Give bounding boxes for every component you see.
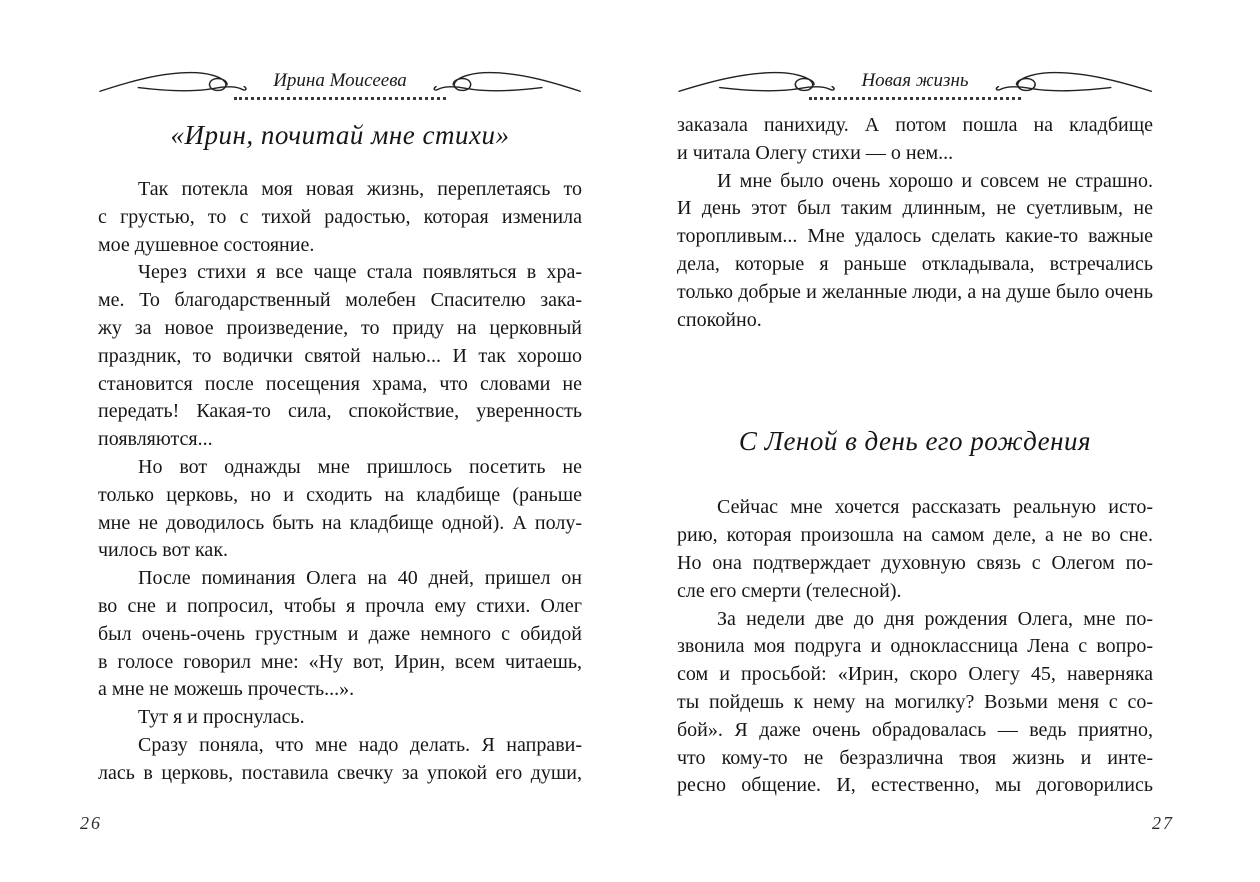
text-line: И день этот был таким длинным, не суетливым, не: [677, 197, 1153, 220]
text-line: появляются...: [98, 428, 213, 451]
book-page-right: [677, 66, 1153, 800]
text-line: что кому-то не безразлична твоя жизнь и инте-: [677, 746, 1153, 769]
running-header-left: [98, 66, 582, 96]
text-line: лась в церковь, поставила свечку за упокой его души,: [98, 761, 582, 784]
text-line: бой». Я даже очень обрадовалась — ведь приятно,: [677, 718, 1153, 741]
flourish-ornament-icon: [677, 67, 837, 95]
body-text-right-bottom: [677, 494, 1153, 800]
running-header-title: Ирина Моисеева: [273, 70, 407, 91]
body-text-left: [98, 176, 582, 788]
text-line: становится после посещения храма, что словами не: [98, 372, 582, 395]
text-line: звонила моя подруга и одноклассница Лена с вопро-: [677, 635, 1153, 658]
text-line: был очень-очень грустным и даже немного с обидой: [98, 622, 582, 645]
text-line: заказала панихиду. А потом пошла на кладбище: [677, 114, 1153, 136]
text-line: с грустью, то с тихой радостью, которая изменила: [98, 205, 582, 228]
dotted-divider: [809, 97, 1021, 100]
running-header-title: Новая жизнь: [861, 70, 969, 91]
dotted-divider: [234, 97, 446, 100]
text-line: мне не доводилось быть на кладбище одной). А полу-: [98, 511, 582, 534]
body-text-right-top: [677, 112, 1153, 334]
text-line: чилось вот как.: [98, 539, 229, 562]
text-line: дела, которые я раньше откладывала, встречались: [677, 252, 1153, 275]
text-line: спокойно.: [677, 308, 762, 331]
text-line: мое душевное состояние.: [98, 233, 315, 256]
text-line: Но она подтверждает духовную связь с Олегом по-: [677, 551, 1153, 574]
text-line: Через стихи я все чаще стала появляться в хра-: [138, 261, 582, 284]
flourish-ornament-icon: [993, 67, 1153, 95]
text-line: во сне и попросил, чтобы я прочла ему стихи. Олег: [98, 594, 582, 617]
book-page-left: [98, 66, 582, 788]
text-line: И мне было очень хорошо и совсем не страшно.: [717, 169, 1153, 192]
text-line: жу за новое произведение, то приду на церковный: [98, 316, 582, 339]
text-line: За недели две до дня рождения Олега, мне по-: [717, 607, 1153, 630]
text-line: торопливым... Мне удалось сделать какие-то важные: [677, 225, 1153, 248]
text-line: и читала Олегу стихи — о нем...: [677, 141, 954, 164]
text-line: только добрые и желанные люди, а на душе было очень: [677, 280, 1153, 303]
flourish-ornament-icon: [431, 67, 582, 95]
text-line: Сейчас мне хочется рассказать реальную исто-: [717, 496, 1153, 519]
running-header-right: [677, 66, 1153, 96]
text-line: Тут я и проснулась.: [138, 706, 305, 729]
text-line: рию, которая произошла на самом деле, а не во сне.: [677, 524, 1153, 547]
text-line: передать! Какая-то сила, спокойствие, уверенность: [98, 400, 582, 423]
text-line: После поминания Олега на 40 дней, пришел он: [138, 567, 582, 590]
text-line: ресно общение. И, естественно, мы договорились: [677, 774, 1153, 797]
flourish-ornament-icon: [98, 67, 249, 95]
text-line: сле его смерти (телесной).: [677, 579, 902, 602]
text-line: Так потекла моя новая жизнь, переплетаясь то: [138, 178, 582, 200]
text-line: сом и просьбой: «Ирин, скоро Олегу 45, наверняка: [677, 663, 1153, 686]
section-title: С Леной в день его рождения: [738, 426, 1092, 457]
page-number-left: 26: [80, 813, 102, 833]
text-line: Но вот однажды мне пришлось посетить не: [138, 455, 582, 478]
text-line: ты пойдешь к нему на могилку? Возьми меня с со-: [677, 690, 1153, 713]
text-line: ме. То благодарственный молебен Спасителю зака-: [98, 289, 582, 312]
text-line: Сразу поняла, что мне надо делать. Я направи-: [138, 733, 582, 756]
page-number-right: 27: [1152, 813, 1174, 833]
text-line: а мне не можешь прочесть...».: [98, 678, 355, 701]
text-line: только церковь, но и сходить на кладбище (раньше: [98, 483, 582, 506]
text-line: в голосе говорил мне: «Ну вот, Ирин, всем читаешь,: [98, 650, 582, 673]
text-line: праздник, то водички святой налью... И так хорошо: [98, 344, 582, 367]
chapter-title: «Ирин, почитай мне стихи»: [170, 120, 510, 150]
